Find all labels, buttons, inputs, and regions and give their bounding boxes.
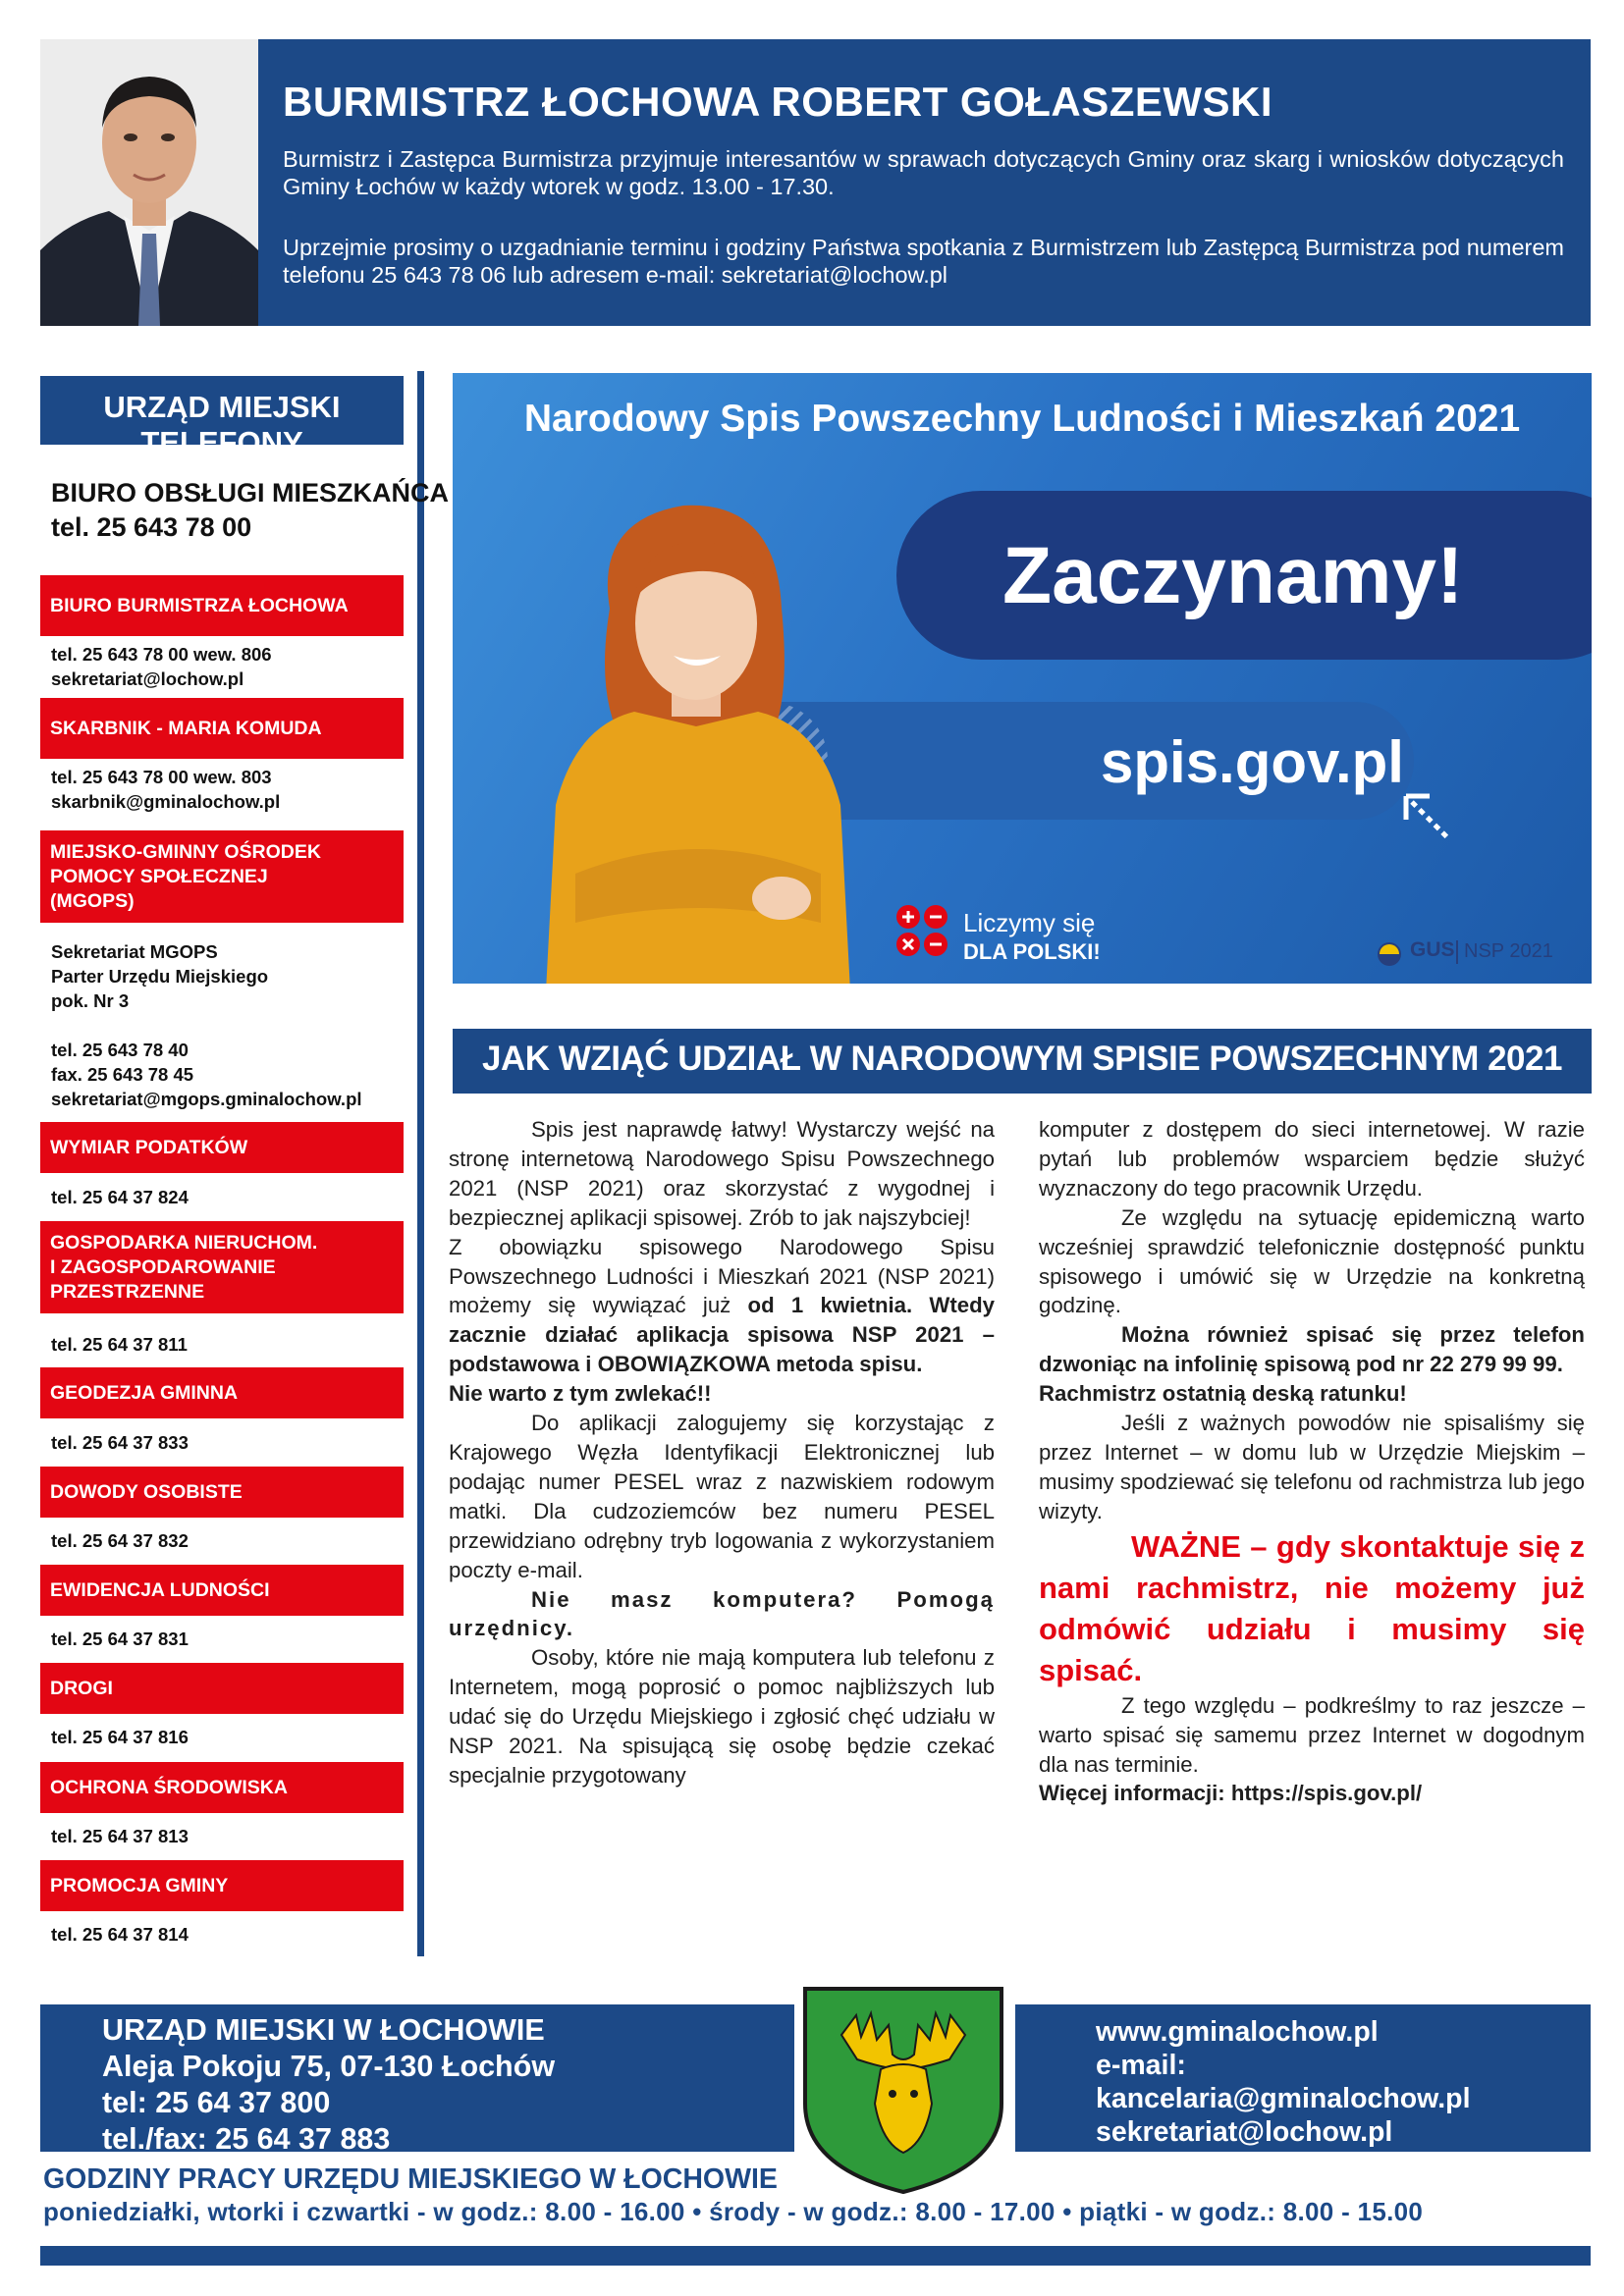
section-label: GEODEZJA GMINNA: [50, 1381, 239, 1404]
woman-illustration: [536, 481, 860, 984]
census-banner[interactable]: [453, 373, 1592, 984]
section-info: tel. 25 64 37 811: [51, 1334, 188, 1355]
paragraph: Jeśli z ważnych powodów nie spisaliśmy się przez Internet – w domu lub w Urzędzie Miejskim – musimy spodziewać się telefonu od rachmistrza lub jego wizyty.: [1039, 1411, 1585, 1523]
sidebar-section-header: [40, 1221, 404, 1313]
section-info: tel. 25 643 78 40 fax. 25 643 78 45 sekretariat@mgops.gminalochow.pl: [51, 1040, 362, 1109]
footer-website[interactable]: www.gminalochow.pl: [1096, 2016, 1379, 2048]
paragraph: Nie warto z tym zwlekać!!: [449, 1381, 712, 1407]
paragraph: komputer z dostępem do sieci internetowej. W razie pytań lub problemów wsparciem będzie służyć wyznaczony do tego pracownik Urzędu.: [1039, 1117, 1585, 1201]
footer-email-label: e-mail:: [1096, 2050, 1186, 2081]
sidebar-section-header: [40, 1467, 404, 1518]
sidebar-divider: [417, 371, 424, 1956]
footer-phone: tel: 25 64 37 800: [102, 2086, 331, 2119]
bom-title: BIURO OBSŁUGI MIESZKAŃCA: [51, 478, 449, 507]
math-operators-icon: [894, 903, 949, 958]
section-label: WYMIAR PODATKÓW: [50, 1136, 248, 1158]
sidebar-section-header: [40, 1367, 404, 1418]
important-notice: WAŻNE – gdy skontaktuje się z nami rachmistrz, nie możemy już odmówić udziału i musimy się spisać.: [1039, 1528, 1585, 1687]
article-title: JAK WZIĄĆ UDZIAŁ W NARODOWYM SPISIE POWSZECHNYM 2021: [482, 1040, 1562, 1078]
section-info: Sekretariat MGOPS Parter Urzędu Miejskiego pok. Nr 3: [51, 941, 269, 1011]
footer-address: Aleja Pokoju 75, 07-130 Łochów: [102, 2050, 556, 2083]
top-bar: [40, 39, 1591, 77]
bom-phone: tel. 25 643 78 00: [51, 512, 252, 542]
section-info: tel. 25 64 37 831: [51, 1629, 189, 1649]
footer-office-name: URZĄD MIEJSKI W ŁOCHOWIE: [102, 2013, 545, 2047]
sidebar-title: URZĄD MIEJSKI TELEFONY: [103, 390, 341, 459]
sidebar-section-header: [40, 1565, 404, 1616]
nsp-label: NSP 2021: [1464, 940, 1553, 962]
sidebar-section-header: [40, 1762, 404, 1813]
section-info: tel. 25 643 78 00 wew. 806 sekretariat@lochow.pl: [51, 644, 272, 689]
banner-url[interactable]: spis.gov.pl: [1101, 729, 1404, 795]
section-info: tel. 25 64 37 824: [51, 1187, 189, 1207]
more-info-link[interactable]: Więcej informacji: https://spis.gov.pl/: [1039, 1781, 1423, 1806]
slogan-line-1: Liczymy się: [963, 908, 1096, 937]
gus-separator: [1456, 940, 1458, 964]
section-label: DROGI: [50, 1677, 113, 1699]
section-label: DOWODY OSOBISTE: [50, 1480, 243, 1503]
section-info: tel. 25 64 37 814: [51, 1924, 189, 1945]
section-info: tel. 25 64 37 832: [51, 1530, 189, 1551]
article-column-2: [1039, 1115, 1585, 1808]
paragraph: Do aplikacji zalogujemy się korzystając z Krajowego Węzła Identyfikacji Elektronicznej lub podając numer PESEL wraz z nazwiskiem rodowym matki. Dla cudzoziemców bez numeru PESEL przewidziano odrębny tryb logowania z wykorzystaniem poczty e-mail.: [449, 1411, 995, 1582]
office-hours-text: poniedziałki, wtorki i czwartki - w godz.: 8.00 - 16.00 • środy - w godz.: 8.00 - 17.00 • piątki - w godz.: 8.00 - 15.00: [43, 2197, 1424, 2226]
section-info: tel. 25 643 78 00 wew. 803 skarbnik@gminalochow.pl: [51, 767, 281, 812]
paragraph: Ze względu na sytuację epidemiczną warto wcześniej sprawdzić telefonicznie dostępność punktu spisowego i umówić się w Urzędzie na konkretną godzinę.: [1039, 1204, 1585, 1318]
paragraph: Z tego względu – podkreślmy to raz jeszcze – warto spisać się samemu przez Internet w dogodnym dla nas terminie.: [1039, 1692, 1585, 1777]
section-label: MIEJSKO-GMINNY OŚRODEK POMOCY SPOŁECZNEJ (MGOPS): [50, 840, 321, 912]
article-column-1: [449, 1115, 995, 1790]
arrow-cursor-icon: [1400, 790, 1454, 844]
paragraph: Można również spisać się przez telefon dzwoniąc na infolinię spisową pod nr 22 279 99 99.: [1039, 1322, 1585, 1377]
section-label: GOSPODARKA NIERUCHOM. I ZAGOSPODAROWANIE PRZESTRZENNE: [50, 1231, 318, 1303]
section-info: tel. 25 64 37 833: [51, 1432, 189, 1453]
section-label: BIURO BURMISTRZA ŁOCHOWA: [50, 594, 349, 616]
mayor-title: BURMISTRZ ŁOCHOWA ROBERT GOŁASZEWSKI: [283, 79, 1273, 125]
sidebar-section-header: [40, 698, 404, 759]
emphasis: od 1 kwietnia. Wtedy zacznie działać aplikacja spisowa NSP 2021 – podstawowa i OBOWIĄZKOWA metoda spisu.: [449, 1293, 995, 1377]
section-info: tel. 25 64 37 813: [51, 1826, 189, 1846]
gus-logo-icon: [1376, 940, 1403, 968]
footer-email-1[interactable]: kancelaria@gminalochow.pl: [1096, 2083, 1471, 2114]
banner-title: Narodowy Spis Powszechny Ludności i Mieszkań 2021: [523, 398, 1521, 440]
sidebar-section-header: [40, 1860, 404, 1911]
subheading: Rachmistrz ostatnią deską ratunku!: [1039, 1381, 1407, 1407]
mayor-photo: [40, 39, 258, 326]
section-info: tel. 25 64 37 816: [51, 1727, 189, 1747]
header-paragraph-2: Uprzejmie prosimy o uzgadnianie terminu i godziny Państwa spotkania z Burmistrzem lub Zastępcą Burmistrza pod numerem telefonu 25 643 78 06 lub adresem e-mail: sekretariat@lochow.pl: [283, 235, 1564, 288]
section-label: EWIDENCJA LUDNOŚCI: [50, 1578, 270, 1601]
section-label: OCHRONA ŚRODOWISKA: [50, 1776, 288, 1798]
section-label: PROMOCJA GMINY: [50, 1874, 229, 1896]
sidebar-section-header: [40, 1122, 404, 1173]
footer-email-2[interactable]: sekretariat@lochow.pl: [1096, 2116, 1393, 2148]
footer-fax: tel./fax: 25 64 37 883: [102, 2122, 391, 2156]
sidebar-section-header: [40, 575, 404, 636]
section-label: SKARBNIK - MARIA KOMUDA: [50, 717, 322, 739]
town-crest-icon: [802, 1986, 1004, 2195]
office-hours-title: GODZINY PRACY URZĘDU MIEJSKIEGO W ŁOCHOWIE: [43, 2163, 778, 2195]
paragraph: Osoby, które nie mają komputera lub telefonu z Internetem, mogą poprosić o pomoc najbliższych lub udać się do Urzędu Miejskiego i zgłosić chęć udziału w NSP 2021. Na spisującą się osobę będzie czekać specjalnie przygotowany: [449, 1645, 995, 1788]
text-span: Z obowiązku spisowego Narodowego Spisu Powszechnego Ludności i Mieszkań 2021 (NSP 2021) możemy się wywiązać już: [449, 1234, 995, 1318]
sidebar-section-header: [40, 1663, 404, 1714]
banner-headline: Zaczynamy!: [1002, 531, 1464, 620]
header-paragraph-1: Burmistrz i Zastępca Burmistrza przyjmuje interesantów w sprawach dotyczących Gminy oraz skarg i wniosków dotyczących Gminy Łochów w każdy wtorek w godz. 13.00 - 17.30.: [283, 146, 1564, 199]
bottom-bar: [40, 2246, 1591, 2266]
sidebar-section-header: [40, 830, 404, 923]
paragraph: Spis jest naprawdę łatwy! Wystarczy wejść na stronę internetową Narodowego Spisu Powszechnego 2021 (NSP 2021) oraz skorzystać z wygodnej i bezpiecznej aplikacji spisowej. Zrób to jak najszybciej!: [449, 1117, 995, 1230]
subheading: Nie masz komputera? Pomogą urzędnicy.: [449, 1586, 995, 1641]
gus-label: GUS: [1410, 938, 1455, 961]
slogan-line-2: DLA POLSKI!: [963, 939, 1101, 964]
paragraph: [449, 1233, 995, 1380]
